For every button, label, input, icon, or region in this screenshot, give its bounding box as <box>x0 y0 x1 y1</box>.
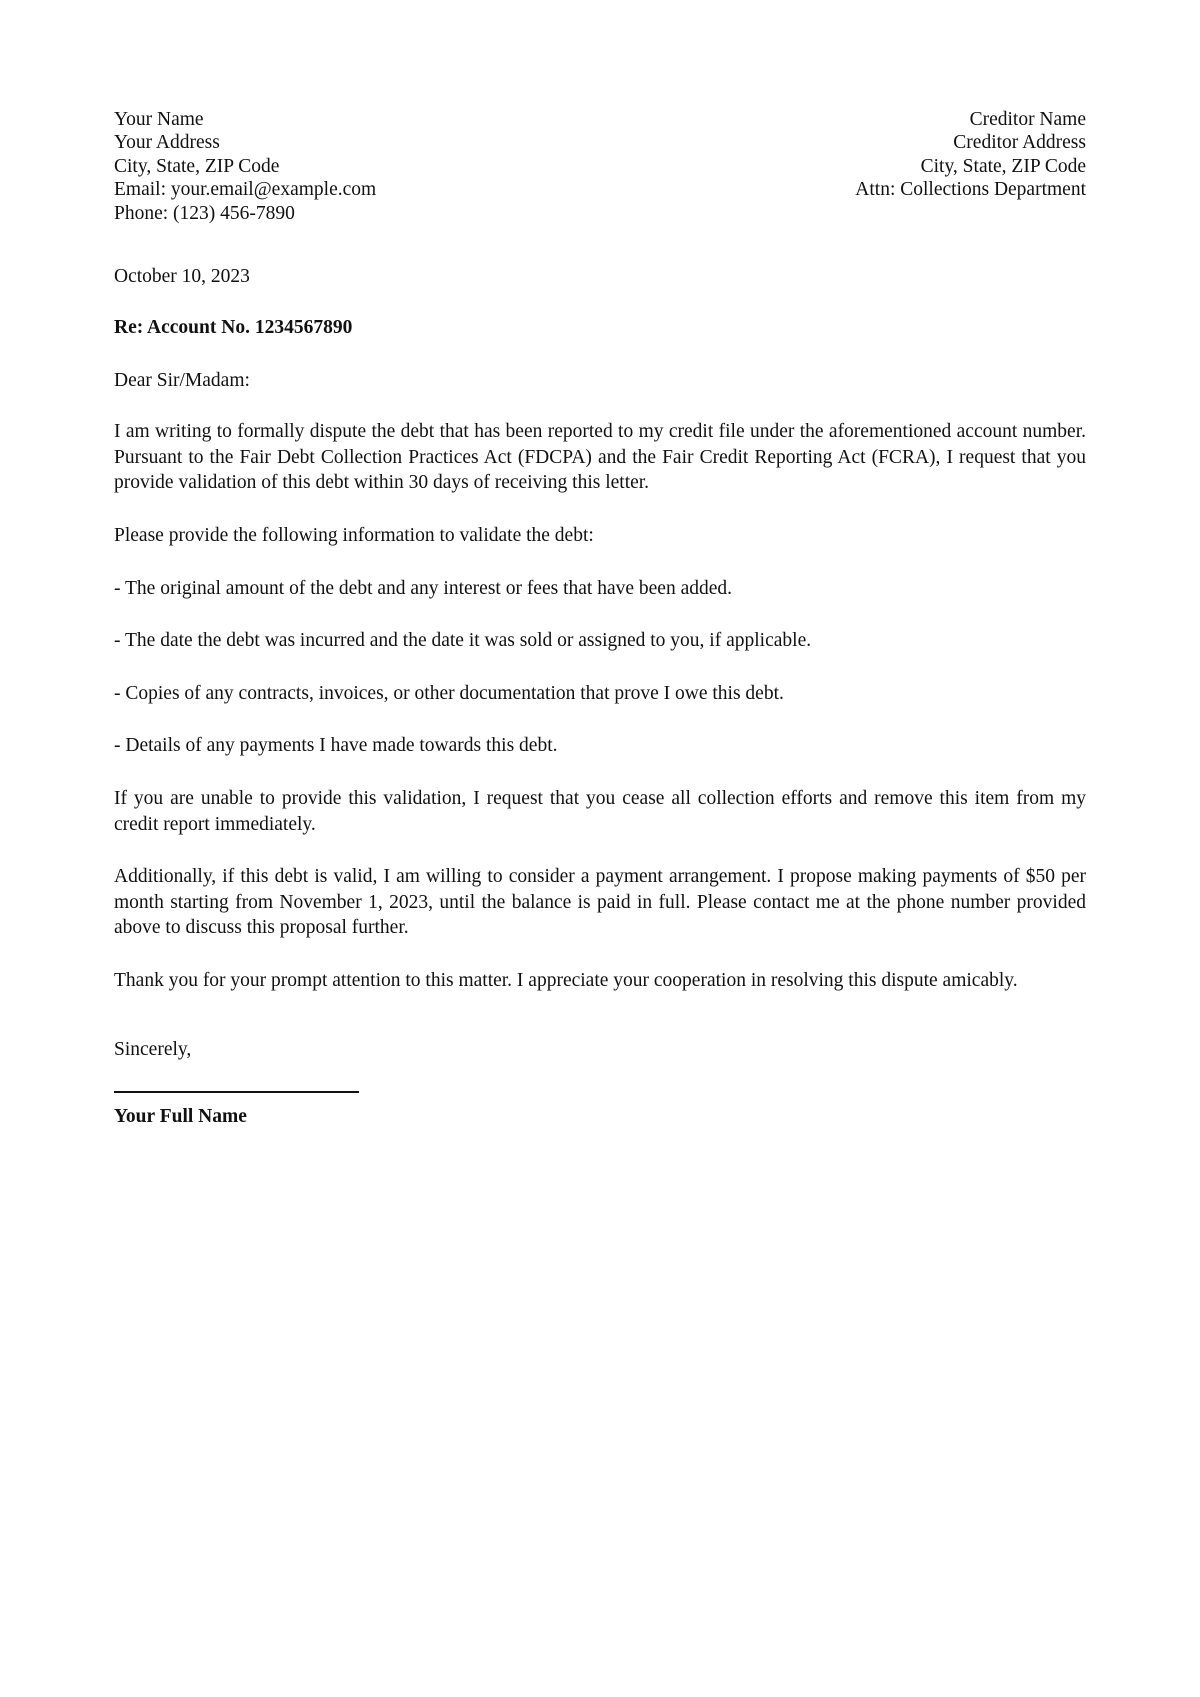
letter-body <box>114 108 1086 1128</box>
list-item: - The original amount of the debt and any interest or fees that have been added. <box>114 577 733 599</box>
list-item: - Copies of any contracts, invoices, or other documentation that prove I owe this debt. <box>114 682 784 704</box>
salutation: Dear Sir/Madam: <box>114 369 250 391</box>
sender-line-name: Your Name <box>114 109 204 130</box>
sender-line-phone: Phone: (123) 456-7890 <box>114 202 295 224</box>
address-header <box>114 108 1086 225</box>
recipient-line-name: Creditor Name <box>969 109 1086 130</box>
recipient-line-attention: Attn: Collections Department <box>855 179 1086 201</box>
letter-date: October 10, 2023 <box>114 266 250 288</box>
paragraph-list-intro: Please provide the following information to validate the debt: <box>114 525 594 547</box>
paragraph-dispute-statement: I am writing to formally dispute the debt that has been reported to my credit file under the aforementioned account number. Pursuant to the Fair Debt Collection Practices Act (FDCPA) and the Fair Credit Reporting Act (FCRA), I request that you provide validation of this debt within 30 days of receiving this letter. <box>114 421 1086 494</box>
recipient-line-address: Creditor Address <box>953 132 1086 154</box>
sender-line-email: Email: your.email@example.com <box>114 179 377 201</box>
subject-line: Re: Account No. 1234567890 <box>114 317 353 339</box>
recipient-line-city-state-zip: City, State, ZIP Code <box>920 155 1086 177</box>
signature-line <box>114 1091 359 1093</box>
sender-line-city-state-zip: City, State, ZIP Code <box>114 155 280 177</box>
recipient-address-block <box>855 108 1086 202</box>
paragraph-payment-arrangement: Additionally, if this debt is valid, I am willing to consider a payment arrangement. I propose making payments of $50 per month starting from November 1, 2023, until the balance is paid in full. Please contact me at the phone number provided above to discuss this proposal further. <box>114 866 1086 939</box>
paragraph-closing-thanks: Thank you for your prompt attention to this matter. I appreciate your cooperation in resolving this dispute amicably. <box>114 969 1018 991</box>
signature-name: Your Full Name <box>114 1105 247 1127</box>
list-item: - Details of any payments I have made towards this debt. <box>114 735 558 757</box>
sender-line-address: Your Address <box>114 132 220 154</box>
closing-salutation: Sincerely, <box>114 1038 192 1060</box>
sender-address-block <box>114 108 376 225</box>
paragraph-cease-collection: If you are unable to provide this validation, I request that you cease all collection efforts and remove this item from my credit report immediately. <box>114 788 1086 835</box>
list-item: - The date the debt was incurred and the date it was sold or assigned to you, if applicable. <box>114 630 812 652</box>
